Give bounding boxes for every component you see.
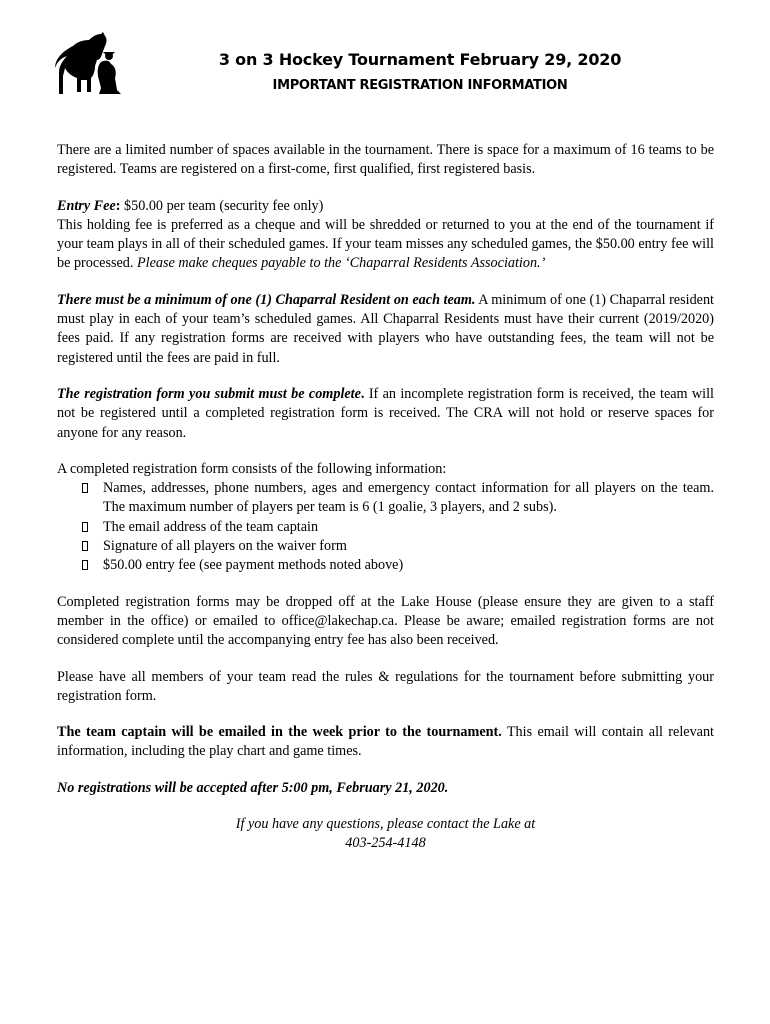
entry-fee-paragraph [57, 197, 714, 216]
document-subtitle: IMPORTANT REGISTRATION INFORMATION [272, 78, 568, 93]
checkbox-bullet-icon [82, 541, 88, 551]
form-contents-list [57, 479, 714, 575]
rules-paragraph: Please have all members of your team read the rules & regulations for the tournament before submitting your registration form. [57, 668, 714, 704]
entry-fee-details-text: This holding fee is preferred as a cheque and will be shredded or returned to you at the end of the tournament if your team plays in all of their scheduled games. If your team misses any scheduled games, the $50.00 entry fee will be processed. [57, 216, 714, 272]
complete-form-requirement: The registration form you submit must be complete [57, 385, 361, 402]
dropoff-paragraph: Completed registration forms may be dropped off at the Lake House (please ensure they are given to a staff member in the office) or emailed to office@lakechap.ca. Please be aware; emailed registration forms are not considered complete until the accompanying entry fee has also been received. [57, 593, 714, 649]
list-item: Signature of all players on the waiver form [57, 537, 714, 556]
entry-fee-details [57, 216, 714, 274]
list-item: $50.00 entry fee (see payment methods noted above) [57, 556, 714, 575]
checkbox-bullet-icon [82, 522, 88, 532]
resident-paragraph [57, 291, 714, 368]
captain-text: This email will contain all relevant information, including the play chart and game times. [57, 724, 714, 760]
resident-requirement: There must be a minimum of one (1) Chaparral Resident on each team. [57, 291, 476, 308]
list-item: The email address of the team captain [57, 518, 714, 537]
entry-fee-label: Entry Fee [57, 197, 116, 214]
intro-paragraph: There are a limited number of spaces available in the tournament. There is space for a maximum of 16 teams to be registered. Teams are registered on a first-come, first qualified, first registered basis. [57, 142, 714, 178]
document-title: 3 on 3 Hockey Tournament February 29, 2020 [218, 50, 622, 69]
complete-form-text: If an incomplete registration form is received, the team will not be registered until a completed registration form is received. The CRA will not hold or reserve spaces for anyone for any reason. [57, 385, 714, 441]
complete-form-paragraph [57, 385, 714, 443]
form-contents-intro: A completed registration form consists of the following information: [57, 460, 447, 477]
complete-form-dot: . [360, 385, 365, 402]
horse-and-rider-silhouette-icon [55, 32, 121, 96]
checkbox-bullet-icon [82, 560, 88, 570]
contact-phone: 403-254-4148 [345, 835, 426, 852]
cheque-payable-note: Please make cheques payable to the ‘Chaparral Residents Association.’ [136, 255, 546, 272]
entry-fee-colon: : [115, 197, 121, 214]
document-body [57, 141, 714, 854]
checkbox-bullet-icon [82, 483, 88, 493]
contact-line: If you have any questions, please contact the Lake at [235, 816, 536, 833]
entry-fee-amount: $50.00 per team (security fee only) [120, 197, 324, 214]
list-item: Names, addresses, phone numbers, ages and emergency contact information for all players on the team. The maximum number of players per team is 6 (1 goalie, 3 players, and 2 subs). [57, 479, 714, 518]
resident-text: A minimum of one (1) Chaparral resident must play in each of your team’s scheduled games. All Chaparral Residents must have their current (2019/2020) fees paid. If any registration forms are received with players who have outstanding fees, the team will not be registered until the fees are paid in full. [57, 291, 714, 366]
captain-email-notice: The team captain will be emailed in the week prior to the tournament. [57, 724, 502, 741]
deadline-notice: No registrations will be accepted after 5:00 pm, February 21, 2020. [57, 779, 449, 796]
captain-paragraph [57, 723, 714, 762]
